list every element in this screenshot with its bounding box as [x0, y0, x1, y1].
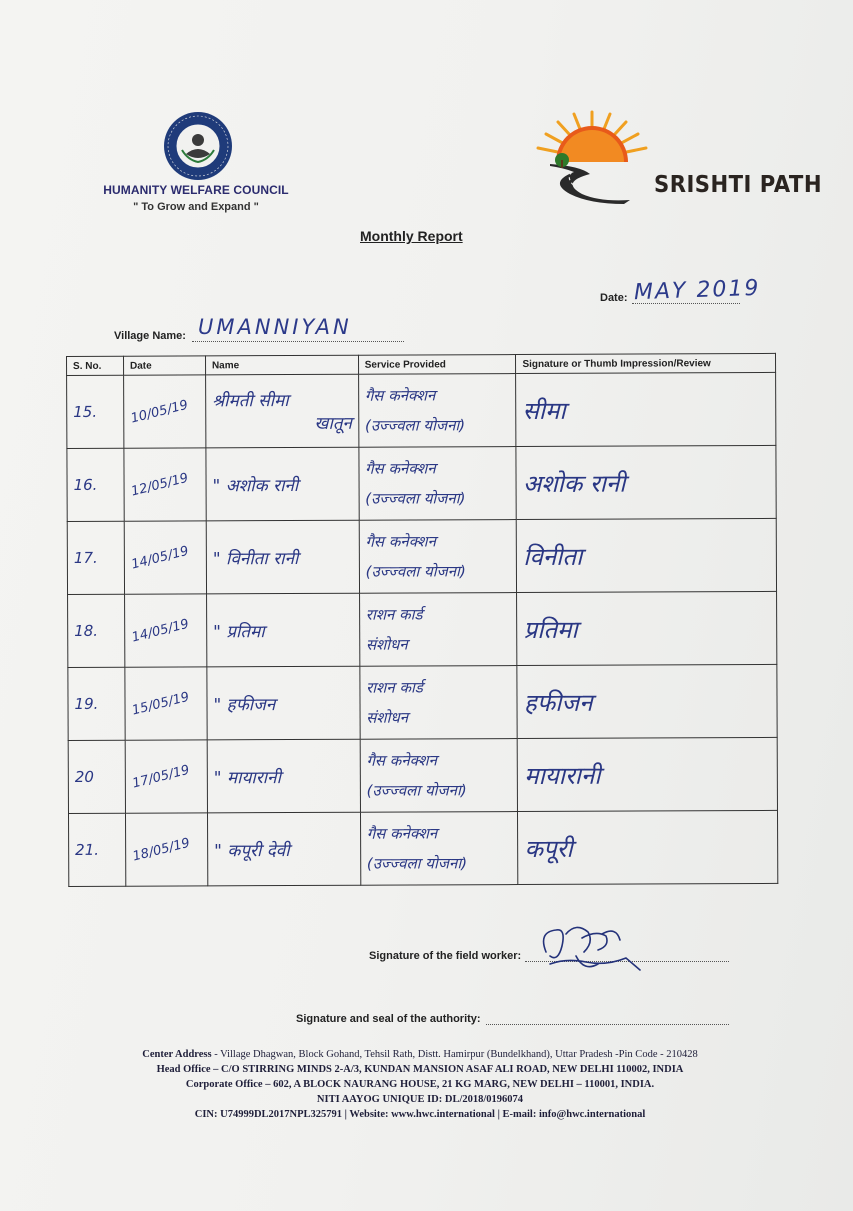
- village-line: [192, 341, 404, 342]
- cell-sno: 17.: [67, 521, 124, 594]
- cell-name: " प्रतिमा: [206, 593, 359, 667]
- cell-signature: कपूरी: [518, 810, 778, 884]
- report-table: [66, 353, 778, 887]
- header-name: Name: [205, 355, 358, 375]
- table-row: [68, 737, 777, 813]
- village-value: UMANNIYAN: [198, 315, 352, 339]
- authority-signature-line: [486, 1024, 729, 1025]
- cell-date: 15/05/19: [125, 667, 207, 740]
- cell-service: गैस कनेक्शन (उज्ज्वला योजना): [359, 447, 517, 521]
- org-name: HUMANITY WELFARE COUNCIL: [103, 183, 289, 197]
- cell-signature: मायारानी: [518, 737, 778, 811]
- header-sno: S. No.: [67, 356, 124, 375]
- table-row: [67, 372, 776, 448]
- center-address: Center Address - Village Dhagwan, Block Gohand, Tehsil Rath, Distt. Hamirpur (Bundelkhand), Uttar Pradesh -Pin Code - 210428: [142, 1049, 698, 1060]
- cell-service: गैस कनेक्शन (उज्ज्वला योजना): [360, 739, 518, 813]
- niti-aayog-id: NITI AAYOG UNIQUE ID: DL/2018/0196074: [316, 1094, 524, 1105]
- cell-date: 14/05/19: [124, 521, 206, 594]
- cell-name: " अशोक रानी: [206, 447, 359, 521]
- cell-sno: 16.: [67, 448, 124, 521]
- cell-date: 17/05/19: [125, 740, 207, 813]
- cell-sno: 19.: [68, 667, 125, 740]
- cell-service: गैस कनेक्शन (उज्ज्वला योजना): [359, 520, 517, 594]
- cell-date: 18/05/19: [125, 813, 207, 886]
- cell-signature: प्रतिमा: [517, 591, 777, 665]
- cin-contact: CIN: U74999DL2017NPL325791 | Website: www.hwc.international | E-mail: info@hwc.international: [194, 1109, 646, 1120]
- cell-name: " विनीता रानी: [206, 520, 359, 594]
- report-title: Monthly Report: [360, 228, 463, 244]
- cell-sno: 15.: [67, 375, 124, 448]
- cell-sno: 20: [68, 740, 125, 813]
- cell-service: गैस कनेक्शन (उज्ज्वला योजना): [360, 812, 518, 886]
- cell-name: " हफीजन: [207, 666, 360, 740]
- cell-signature: विनीता: [517, 518, 777, 592]
- cell-name: श्रीमती सीमा खातून: [205, 374, 358, 448]
- head-office: Head Office – C/O STIRRING MINDS 2-A/3, KUNDAN MANSION ASAF ALI ROAD, NEW DELHI 110002, INDIA: [156, 1064, 684, 1075]
- org-tagline: " To Grow and Expand ": [133, 201, 259, 213]
- field-worker-signature: [536, 912, 646, 982]
- cell-name: " कपूरी देवी: [207, 812, 360, 886]
- authority-signature-label: Signature and seal of the authority:: [296, 1013, 481, 1025]
- footer: [60, 1047, 780, 1122]
- date-value: MAY 2019: [633, 275, 761, 306]
- cell-signature: हफीजन: [517, 664, 777, 738]
- cell-date: 14/05/19: [124, 594, 206, 667]
- cell-service: राशन कार्ड संशोधन: [360, 666, 518, 740]
- partner-name: SRISHTI PATH: [654, 172, 823, 198]
- table-row: [68, 810, 777, 886]
- village-label: Village Name:: [114, 330, 186, 342]
- table-row: [67, 445, 776, 521]
- corporate-office: Corporate Office – 602, A BLOCK NAURANG HOUSE, 21 KG MARG, NEW DELHI – 110001, INDIA.: [185, 1079, 655, 1090]
- cell-date: 12/05/19: [124, 448, 206, 521]
- date-label: Date:: [600, 292, 628, 304]
- cell-service: गैस कनेक्शन (उज्ज्वला योजना): [358, 374, 516, 448]
- table-row: [67, 518, 776, 594]
- table-row: [68, 664, 777, 740]
- header-signature: Signature or Thumb Impression/Review: [516, 353, 776, 373]
- cell-name: " मायारानी: [207, 739, 360, 813]
- cell-date: 10/05/19: [124, 375, 206, 448]
- humanity-welfare-council-logo: [162, 110, 234, 182]
- field-worker-signature-label: Signature of the field worker:: [369, 950, 522, 962]
- header-service: Service Provided: [358, 355, 516, 375]
- cell-signature: अशोक रानी: [516, 445, 776, 519]
- header-date: Date: [123, 356, 205, 375]
- cell-sno: 21.: [68, 813, 125, 886]
- srishti-path-logo: [520, 104, 665, 204]
- cell-signature: सीमा: [516, 372, 776, 446]
- cell-sno: 18.: [68, 594, 125, 667]
- table-row: [68, 591, 777, 667]
- cell-service: राशन कार्ड संशोधन: [359, 593, 517, 667]
